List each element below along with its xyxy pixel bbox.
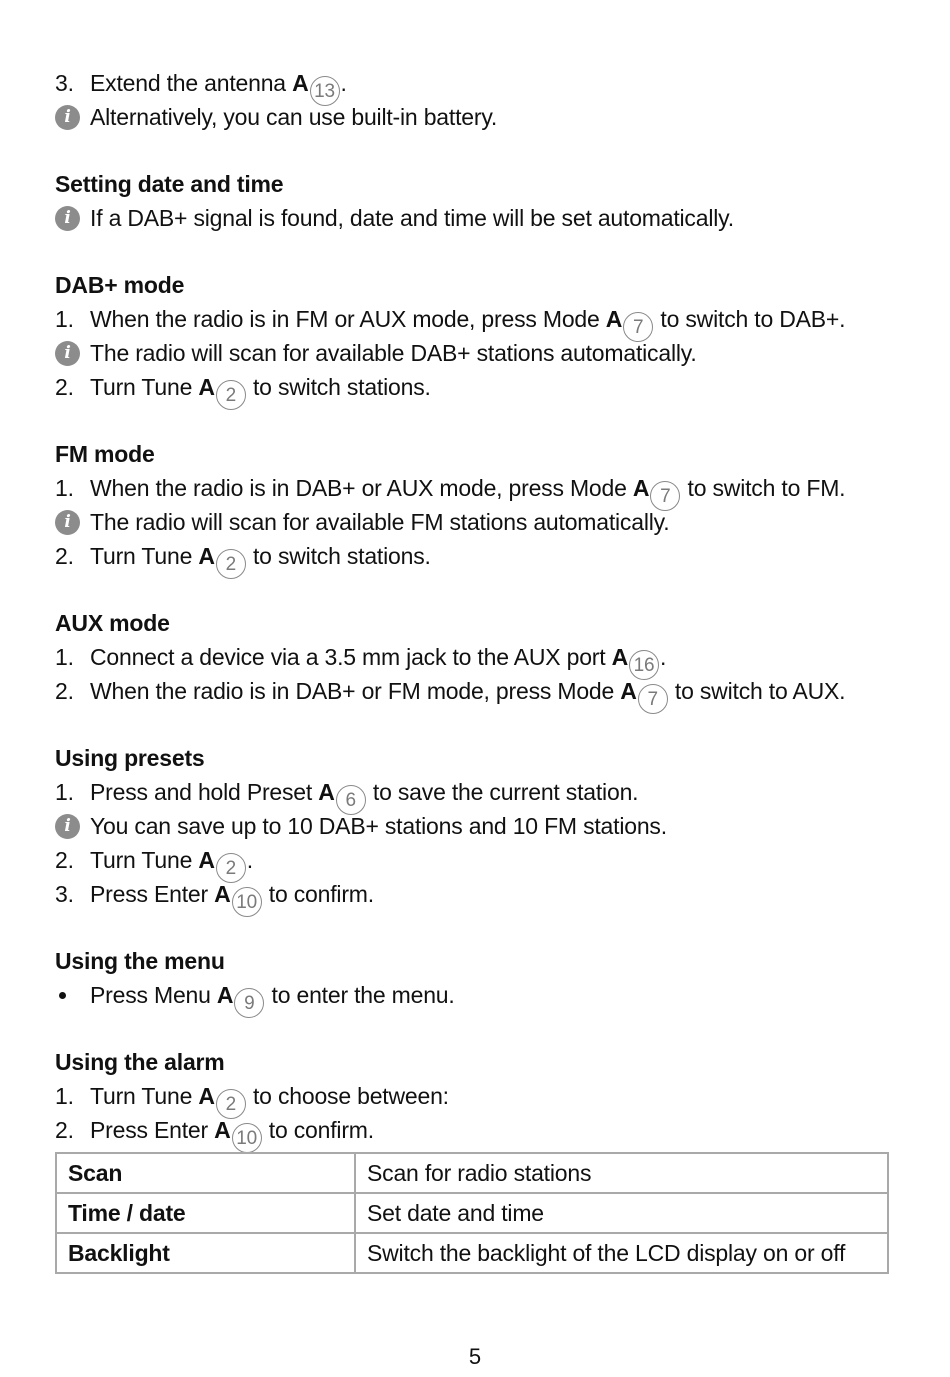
section-heading-date-time: Setting date and time [55, 171, 284, 197]
step-preset-tune: 2. Turn Tune A 2 . [55, 843, 895, 877]
info-icon: i [55, 341, 80, 366]
reference-number-badge: 10 [232, 1123, 262, 1153]
table-cell-description: Switch the backlight of the LCD display on or off [355, 1233, 888, 1273]
reference-number-badge: 13 [310, 76, 340, 106]
info-note-battery: i Alternatively, you can use built-in battery. [55, 100, 895, 134]
step-aux-connect: 1. Connect a device via a 3.5 mm jack to the AUX port A 16 . [55, 640, 895, 674]
step-extend-antenna: 3. Extend the antenna A 13 . [55, 66, 895, 100]
reference-number-badge: 7 [623, 312, 653, 342]
section-heading-aux-mode: AUX mode [55, 610, 170, 636]
step-menu-press: Press Menu A 9 to enter the menu. [55, 978, 895, 1012]
info-note-dab-scan: i The radio will scan for available DAB+ stations automatically. [55, 336, 895, 370]
table-cell-description: Set date and time [355, 1193, 888, 1233]
info-icon: i [55, 814, 80, 839]
info-note-fm-scan: i The radio will scan for available FM stations automatically. [55, 505, 895, 539]
step-number: 2. [55, 1117, 74, 1143]
section-heading-alarm: Using the alarm [55, 1049, 225, 1075]
step-dab-switch: 1. When the radio is in FM or AUX mode, press Mode A 7 to switch to DAB+. [55, 302, 895, 336]
page-number: 5 [468, 1344, 482, 1369]
table-cell-option: Backlight [56, 1233, 355, 1273]
reference-number-badge: 16 [629, 650, 659, 680]
reference-number-badge: 2 [216, 549, 246, 579]
document-body [55, 66, 895, 1147]
step-number: 1. [55, 779, 74, 805]
step-preset-hold: 1. Press and hold Preset A 6 to save the current station. [55, 775, 895, 809]
table-row [56, 1193, 888, 1233]
reference-number-badge: 9 [234, 988, 264, 1018]
reference-number-badge: 2 [216, 380, 246, 410]
reference-number-badge: 7 [650, 481, 680, 511]
step-alarm-tune: 1. Turn Tune A 2 to choose between: [55, 1079, 895, 1113]
step-alarm-confirm: 2. Press Enter A 10 to confirm. [55, 1113, 895, 1147]
step-number: 3. [55, 70, 74, 96]
reference-number-badge: 10 [232, 887, 262, 917]
step-dab-tune: 2. Turn Tune A 2 to switch stations. [55, 370, 895, 404]
table-row [56, 1153, 888, 1193]
step-fm-switch: 1. When the radio is in DAB+ or AUX mode, press Mode A 7 to switch to FM. [55, 471, 895, 505]
info-icon: i [55, 105, 80, 130]
step-number: 2. [55, 374, 74, 400]
bullet-icon [59, 992, 66, 999]
step-number: 3. [55, 881, 74, 907]
info-icon: i [55, 206, 80, 231]
table-row [56, 1233, 888, 1273]
step-number: 2. [55, 847, 74, 873]
menu-options-table [55, 1152, 889, 1274]
table-cell-option: Scan [56, 1153, 355, 1193]
info-note-preset-capacity: i You can save up to 10 DAB+ stations and 10 FM stations. [55, 809, 895, 843]
reference-number-badge: 2 [216, 1089, 246, 1119]
reference-number-badge: 6 [336, 785, 366, 815]
step-fm-tune: 2. Turn Tune A 2 to switch stations. [55, 539, 895, 573]
reference-number-badge: 2 [216, 853, 246, 883]
reference-number-badge: 7 [638, 684, 668, 714]
info-note-date-time: i If a DAB+ signal is found, date and time will be set automatically. [55, 201, 895, 235]
step-number: 2. [55, 678, 74, 704]
step-preset-confirm: 3. Press Enter A 10 to confirm. [55, 877, 895, 911]
step-number: 1. [55, 644, 74, 670]
table-cell-option: Time / date [56, 1193, 355, 1233]
step-number: 1. [55, 306, 74, 332]
step-number: 2. [55, 543, 74, 569]
step-aux-switch: 2. When the radio is in DAB+ or FM mode, press Mode A 7 to switch to AUX. [55, 674, 895, 708]
section-heading-fm-mode: FM mode [55, 441, 155, 467]
section-heading-presets: Using presets [55, 745, 205, 771]
section-heading-menu: Using the menu [55, 948, 225, 974]
info-icon: i [55, 510, 80, 535]
step-number: 1. [55, 1083, 74, 1109]
table-cell-description: Scan for radio stations [355, 1153, 888, 1193]
section-heading-dab-mode: DAB+ mode [55, 272, 185, 298]
step-number: 1. [55, 475, 74, 501]
